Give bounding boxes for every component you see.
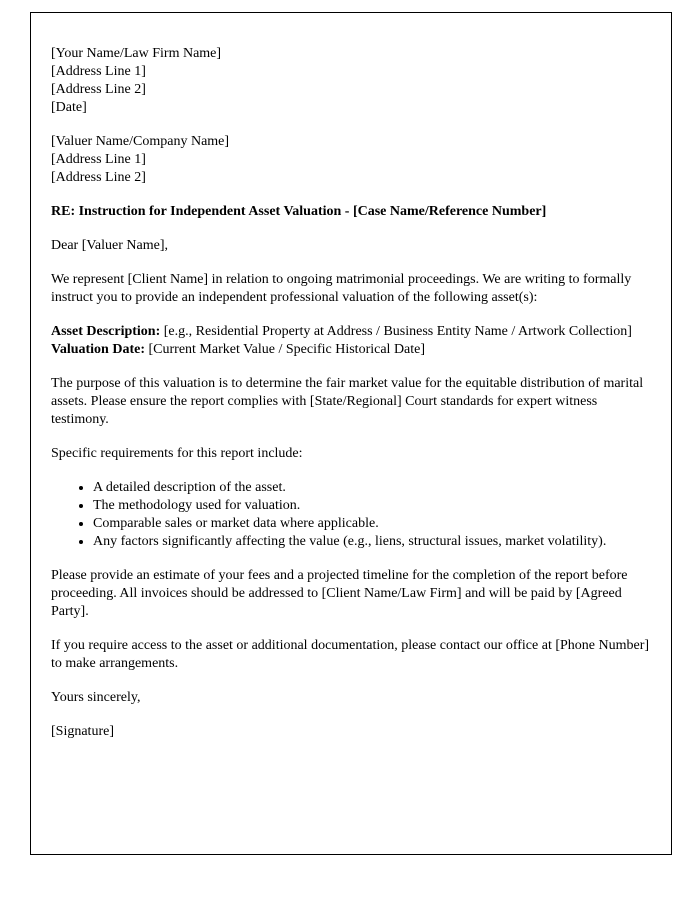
letter-frame	[30, 12, 672, 855]
recipient-name: [Valuer Name/Company Name]	[51, 134, 230, 149]
purpose-paragraph: The purpose of this valuation is to determine the fair market value for the equitable distribution of marital assets. Please ensure the report complies with [State/Regional] Court standards for expert witness testimony.	[51, 376, 644, 427]
asset-description-label: Asset Description:	[51, 324, 161, 339]
asset-description-value: [e.g., Residential Property at Address / Business Entity Name / Artwork Collection]	[160, 324, 632, 339]
sender-name: [Your Name/Law Firm Name]	[51, 46, 222, 61]
requirements-intro: Specific requirements for this report include:	[51, 446, 303, 461]
asset-description-line	[51, 323, 651, 341]
valuation-date-line	[51, 341, 651, 359]
requirement-item: • The methodology used for valuation.	[93, 497, 651, 515]
sender-address-2: [Address Line 2]	[51, 82, 146, 97]
intro-paragraph: We represent [Client Name] in relation to ongoing matrimonial proceedings. We are writing to formally instruct you to provide an independent professional valuation of the following asset(s):	[51, 272, 632, 305]
recipient-block	[51, 133, 651, 187]
requirement-item: • A detailed description of the asset.	[93, 479, 651, 497]
signature-placeholder: [Signature]	[51, 724, 114, 739]
closing-line: Yours sincerely,	[51, 690, 141, 705]
recipient-address-1: [Address Line 1]	[51, 152, 146, 167]
requirement-item: • Comparable sales or market data where applicable.	[93, 515, 651, 533]
letter-date: [Date]	[51, 100, 87, 115]
valuation-date-value: [Current Market Value / Specific Historical Date]	[145, 342, 426, 357]
requirement-item: • Any factors significantly affecting the value (e.g., liens, structural issues, market volatility).	[93, 533, 651, 551]
sender-address-1: [Address Line 1]	[51, 64, 146, 79]
salutation: Dear [Valuer Name],	[51, 238, 168, 253]
recipient-address-2: [Address Line 2]	[51, 170, 146, 185]
asset-details-block	[51, 323, 651, 359]
sender-block	[51, 45, 651, 117]
access-paragraph: If you require access to the asset or additional documentation, please contact our office at [Phone Number] to make arrangements.	[51, 638, 650, 671]
subject-line: RE: Instruction for Independent Asset Valuation - [Case Name/Reference Number]	[51, 204, 547, 219]
requirements-list	[51, 479, 651, 551]
valuation-date-label: Valuation Date:	[51, 342, 145, 357]
fees-paragraph: Please provide an estimate of your fees and a projected timeline for the completion of the report before proceeding. All invoices should be addressed to [Client Name/Law Firm] and will be paid by [Agreed Party].	[51, 568, 628, 619]
